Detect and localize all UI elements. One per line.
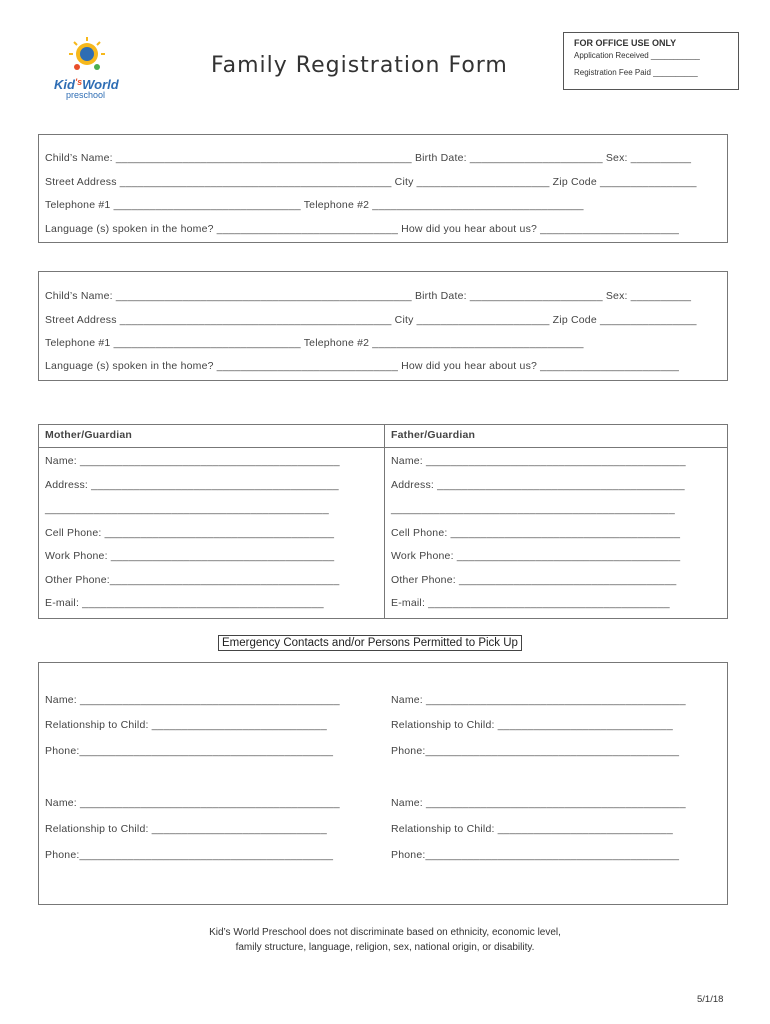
mother-address2-field[interactable]: _______________________________________________: [45, 503, 329, 515]
emergency-phone-field[interactable]: Phone:__________________________________________: [391, 849, 680, 861]
office-use-box: [563, 32, 739, 90]
emergency-relationship-field[interactable]: Relationship to Child: _____________________________: [45, 823, 327, 835]
emergency-relationship-field[interactable]: Relationship to Child: _____________________________: [45, 719, 327, 731]
emergency-section: [38, 662, 728, 905]
father-other-field[interactable]: Other Phone: ____________________________________: [391, 574, 677, 586]
mother-header: Mother/Guardian: [45, 429, 133, 441]
father-work-field[interactable]: Work Phone: _____________________________________: [391, 550, 681, 562]
father-name-field[interactable]: Name: ___________________________________________: [391, 455, 686, 467]
emergency-phone-field[interactable]: Phone:__________________________________________: [391, 745, 680, 757]
emergency-name-field[interactable]: Name: ___________________________________________: [45, 694, 340, 706]
emergency-name-field[interactable]: Name: ___________________________________________: [391, 694, 686, 706]
logo-subtitle: preschool: [66, 90, 106, 100]
mother-name-field[interactable]: Name: ___________________________________________: [45, 455, 340, 467]
column-divider: [384, 425, 385, 618]
nondiscrimination-statement-2: family structure, language, religion, sex, national origin, or disability.: [235, 942, 535, 953]
mother-other-field[interactable]: Other Phone:______________________________________: [45, 574, 340, 586]
mother-email-field[interactable]: E-mail: ________________________________________: [45, 597, 324, 609]
office-heading: FOR OFFICE USE ONLY: [574, 38, 677, 48]
application-received-field[interactable]: Application Received ___________: [574, 51, 700, 60]
language-field[interactable]: Language (s) spoken in the home? ______________________________ How did you hear about us? _______________________: [45, 223, 680, 235]
child-section-2: [38, 271, 728, 381]
emergency-relationship-field[interactable]: Relationship to Child: _____________________________: [391, 823, 673, 835]
telephone-field[interactable]: Telephone #1 _______________________________ Telephone #2 ___________________________________: [45, 337, 584, 349]
emergency-title: Emergency Contacts and/or Persons Permitted to Pick Up: [218, 635, 522, 651]
emergency-name-field[interactable]: Name: ___________________________________________: [45, 797, 340, 809]
registration-fee-field[interactable]: Registration Fee Paid __________: [574, 68, 698, 77]
revision-date: 5/1/18: [697, 994, 724, 1005]
telephone-field[interactable]: Telephone #1 _______________________________ Telephone #2 ___________________________________: [45, 199, 584, 211]
child-name-field[interactable]: Child’s Name: _________________________________________________ Birth Date: ______________________ Sex: __________: [45, 290, 692, 302]
mother-work-field[interactable]: Work Phone: _____________________________________: [45, 550, 335, 562]
page-title: Family Registration Form: [211, 53, 508, 78]
logo-wordmark: Kid$^{'s}$World: [54, 77, 119, 92]
nondiscrimination-statement-1: Kid’s World Preschool does not discriminate based on ethnicity, economic level,: [209, 927, 561, 938]
mother-address-field[interactable]: Address: _________________________________________: [45, 479, 339, 491]
mother-cell-field[interactable]: Cell Phone: ______________________________________: [45, 527, 335, 539]
father-email-field[interactable]: E-mail: ________________________________________: [391, 597, 670, 609]
father-header: Father/Guardian: [391, 429, 476, 441]
header-divider: [39, 447, 727, 448]
child-section-1: [38, 134, 728, 243]
father-address-field[interactable]: Address: _________________________________________: [391, 479, 685, 491]
emergency-name-field[interactable]: Name: ___________________________________________: [391, 797, 686, 809]
emergency-phone-field[interactable]: Phone:__________________________________________: [45, 849, 334, 861]
father-cell-field[interactable]: Cell Phone: ______________________________________: [391, 527, 681, 539]
logo-sun-icon: [52, 34, 122, 80]
guardians-section: [38, 424, 728, 619]
street-address-field[interactable]: Street Address _____________________________________________ City ______________________ Zip Code ________________: [45, 176, 697, 188]
language-field[interactable]: Language (s) spoken in the home? ______________________________ How did you hear about us? _______________________: [45, 360, 680, 372]
emergency-phone-field[interactable]: Phone:__________________________________________: [45, 745, 334, 757]
child-name-field[interactable]: Child’s Name: _________________________________________________ Birth Date: ______________________ Sex: __________: [45, 152, 692, 164]
street-address-field[interactable]: Street Address _____________________________________________ City ______________________ Zip Code ________________: [45, 314, 697, 326]
emergency-relationship-field[interactable]: Relationship to Child: _____________________________: [391, 719, 673, 731]
father-address2-field[interactable]: _______________________________________________: [391, 503, 675, 515]
